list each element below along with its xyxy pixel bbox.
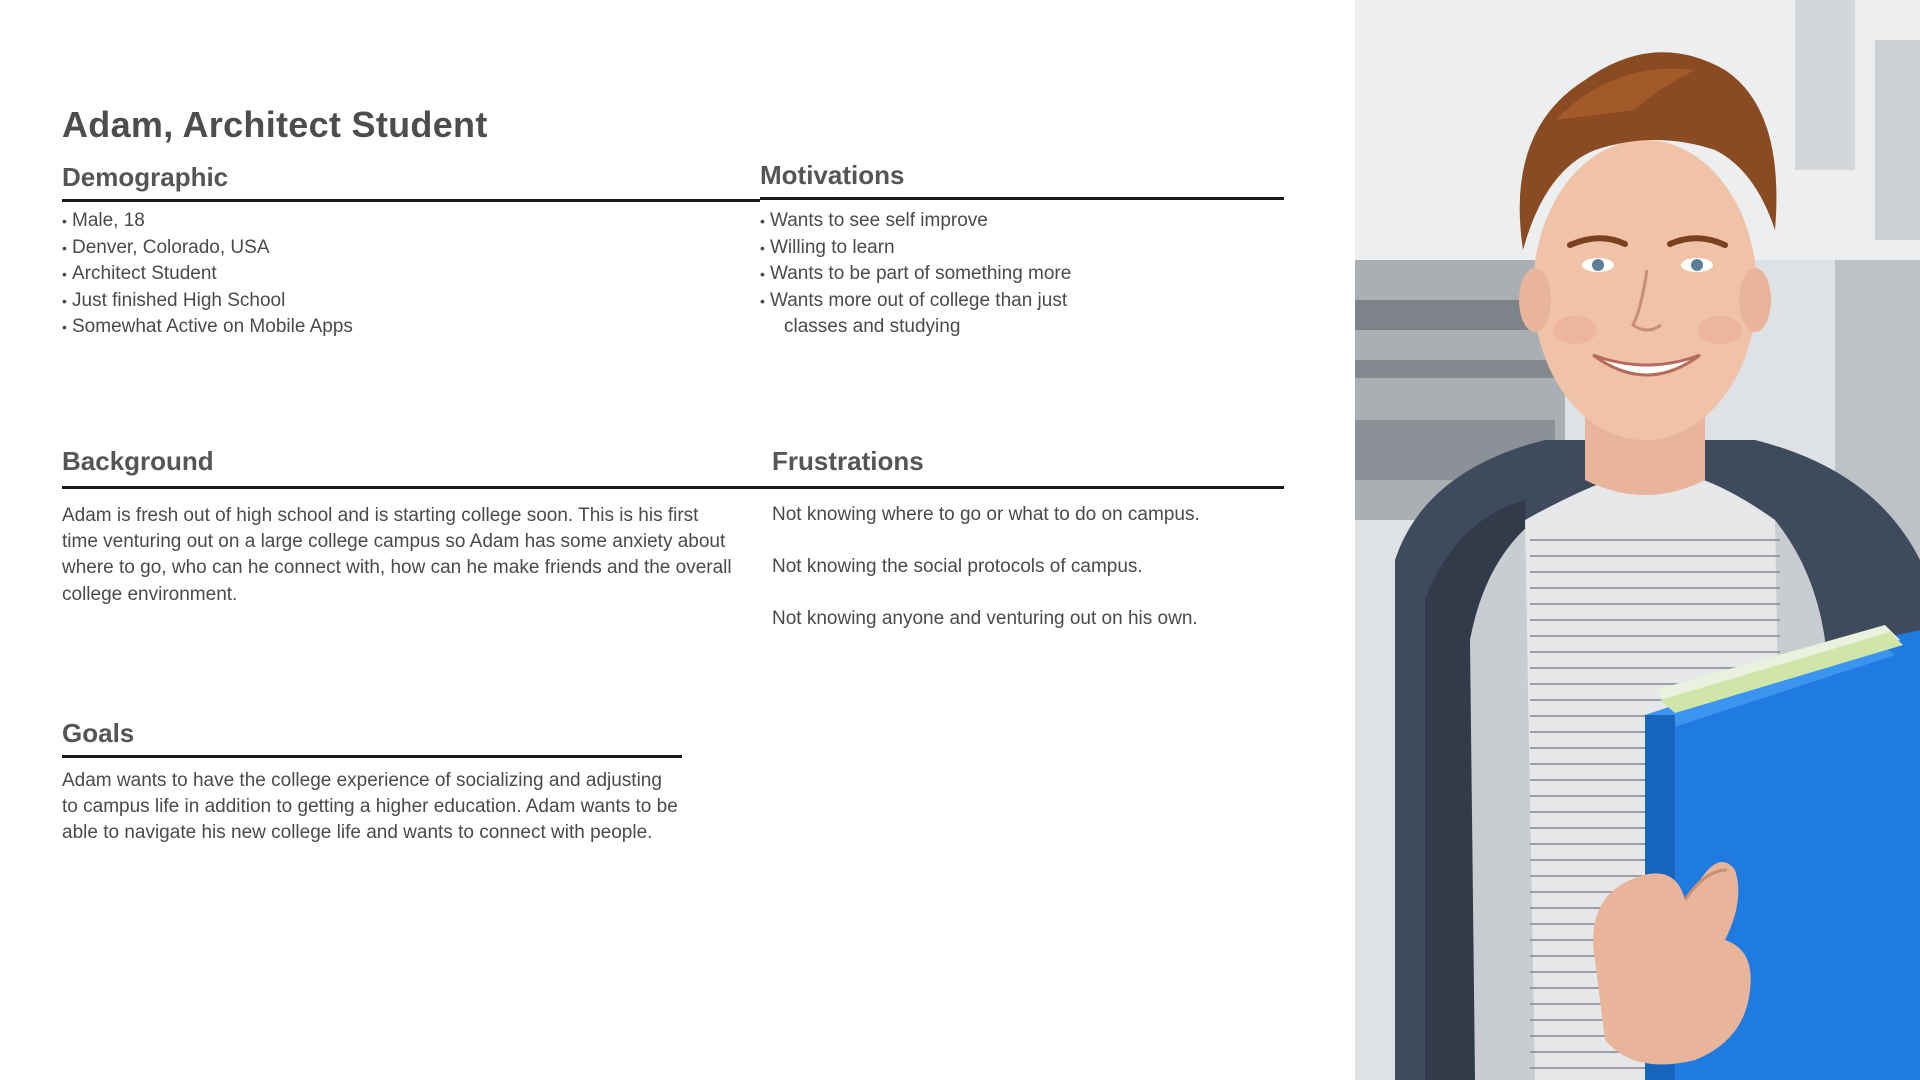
list-item: • Somewhat Active on Mobile Apps	[62, 314, 760, 341]
frustrations-list	[772, 502, 1284, 658]
list-item	[760, 288, 1284, 341]
list-item: • Wants to be part of something more	[760, 261, 1284, 288]
motivations-section	[760, 160, 1284, 341]
motivations-list	[760, 208, 1284, 341]
goals-heading: Goals	[62, 718, 682, 758]
list-item: • Just finished High School	[62, 288, 760, 315]
persona-title: Adam, Architect Student	[62, 104, 488, 145]
list-item-line: Wants more out of college than just	[770, 289, 1068, 311]
demographic-list	[62, 208, 760, 341]
persona-photo	[1355, 0, 1920, 1080]
background-text: Adam is fresh out of high school and is starting college soon. This is his first time venturing out on a large college campus so Adam has some anxiety about where to go, who can he connect with, how can he make friends and the overall college environment.	[62, 505, 732, 605]
list-item: • Wants to see self improve	[760, 208, 1284, 235]
list-item: Not knowing the social protocols of campus.	[772, 556, 1143, 577]
list-item: • Willing to learn	[760, 235, 1284, 262]
list-item: • Architect Student	[62, 261, 760, 288]
list-item-line: classes and studying	[784, 316, 961, 337]
section-divider	[62, 486, 1284, 489]
list-item: Not knowing where to go or what to do on campus.	[772, 504, 1200, 525]
background-heading: Background	[62, 446, 214, 476]
list-item: Not knowing anyone and venturing out on his own.	[772, 608, 1198, 629]
frustrations-heading: Frustrations	[772, 446, 924, 476]
demographic-heading: Demographic	[62, 162, 760, 202]
motivations-heading: Motivations	[760, 160, 1284, 200]
frustrations-section	[772, 446, 1284, 483]
list-item: • Denver, Colorado, USA	[62, 235, 760, 262]
goals-section	[62, 718, 682, 847]
list-item: • Male, 18	[62, 208, 760, 235]
demographic-section	[62, 162, 760, 341]
goals-text: Adam wants to have the college experience of socializing and adjusting to campus life in addition to getting a higher education. Adam wants to be able to navigate his new college life and wants to connect with people.	[62, 770, 678, 844]
student-illustration	[1355, 0, 1920, 1080]
